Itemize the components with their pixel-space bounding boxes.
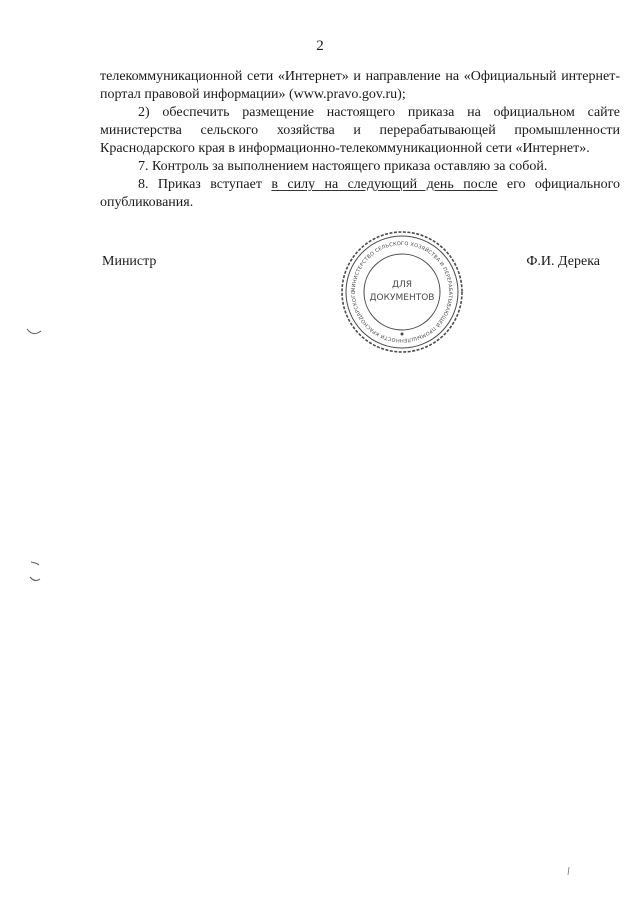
signatory-title: Министр: [102, 254, 157, 269]
margin-mark-icon: [26, 326, 42, 338]
seal-star-icon: [401, 333, 404, 336]
seal-center-line1: ДЛЯ: [391, 280, 413, 290]
paragraph-item-2: 2) обеспечить размещение настоящего приказа на официальном сайте министерства сельского хозяйства и перерабатывающей промышленности Краснодарского края в информационно-телекоммуникационной сети «Интернет».: [100, 105, 620, 156]
paragraph-item-8-end: его официального опубликования.: [100, 177, 621, 210]
paragraph-item-8-start: 8. Приказ вступает: [138, 177, 262, 192]
paragraph-continuation: телекоммуникационной сети «Интернет» и направление на «Официальный интернет-портал правовой информации» (www.pravo.gov.ru);: [100, 69, 620, 102]
official-seal: [338, 228, 466, 356]
corner-mark-icon: [566, 866, 572, 876]
margin-mark-icon: [28, 560, 42, 586]
page-number: 2: [316, 38, 324, 54]
seal-ring-text: МИНИСТЕРСТВО СЕЛЬСКОГО ХОЗЯЙСТВА И ПЕРЕРАБАТЫВАЮЩЕЙ ПРОМЫШЛЕННОСТИ КРАСНОДАРСКОГО: [350, 240, 454, 344]
seal-center-line2: ДОКУМЕНТОВ: [369, 293, 435, 303]
signatory-name: Ф.И. Дерека: [526, 254, 600, 269]
handwritten-underline-text: в силу на следующий день после: [271, 177, 498, 192]
document-body: [100, 68, 620, 212]
paragraph-item-7: 7. Контроль за выполнением настоящего приказа оставляю за собой.: [138, 159, 548, 174]
paragraph-item-8: [100, 176, 620, 212]
seal-graphic: [338, 228, 466, 356]
